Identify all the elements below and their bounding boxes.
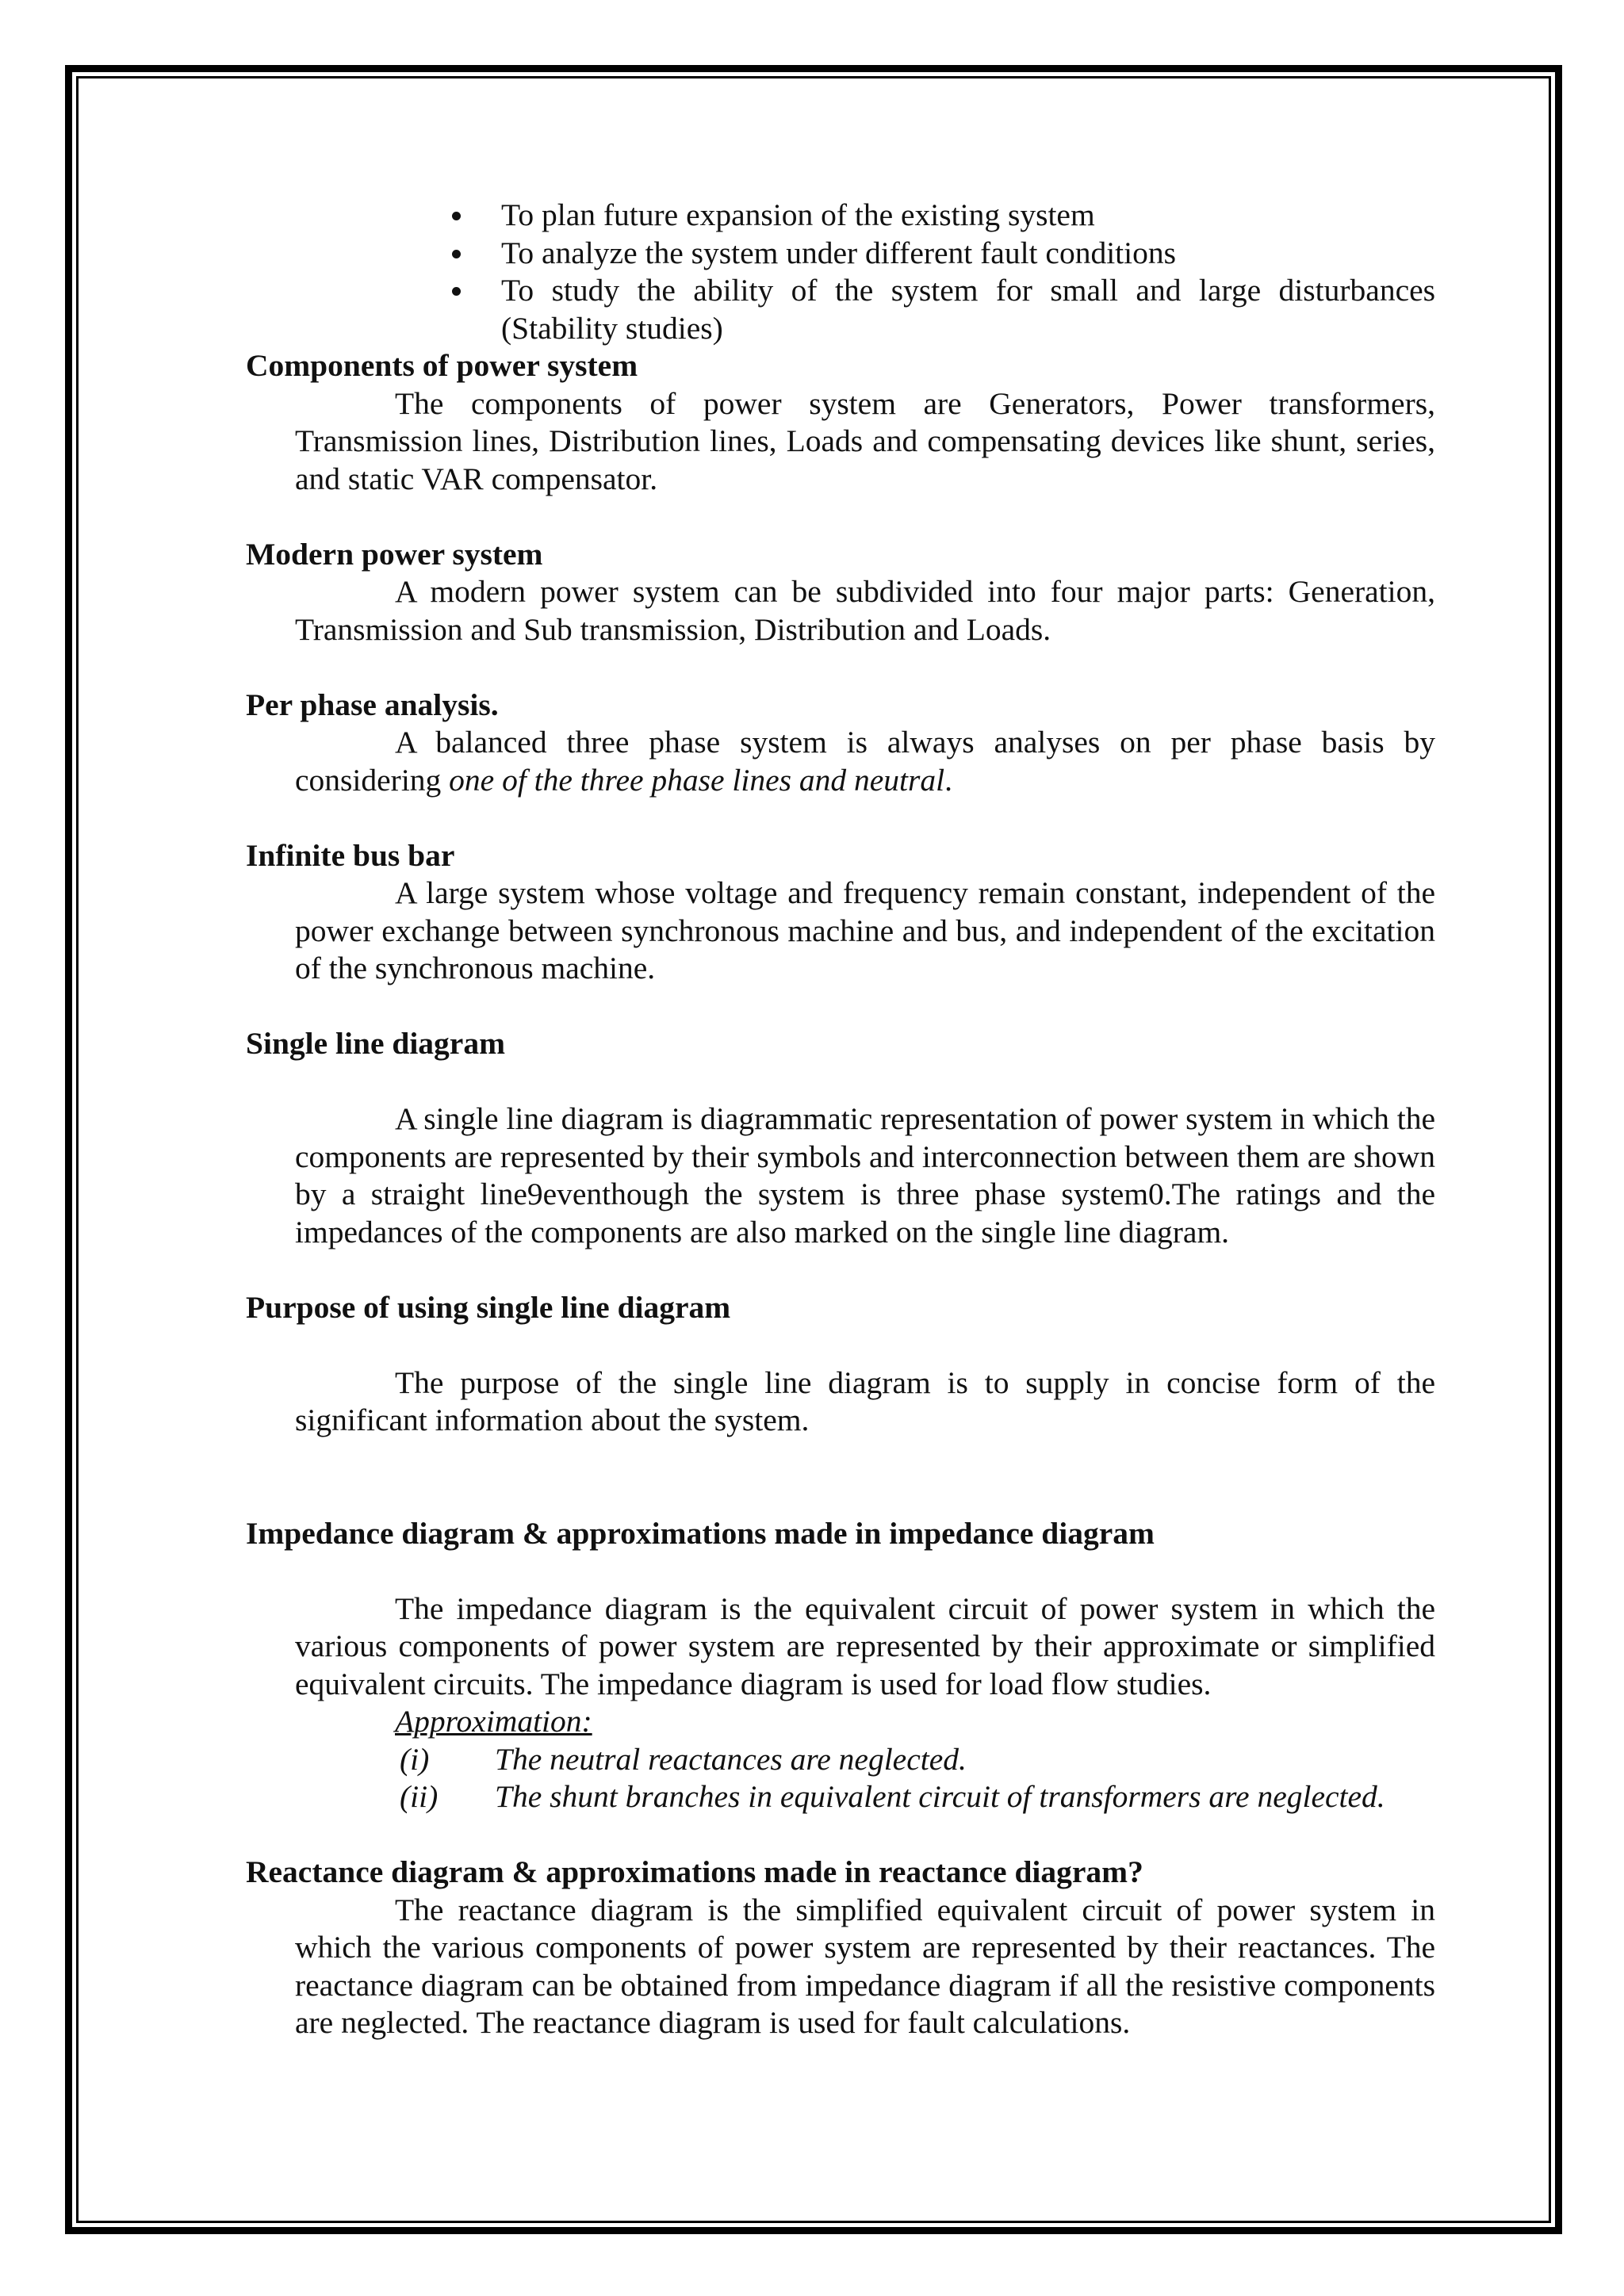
approximation-item: (i) The neutral reactances are neglected.	[395, 1741, 1435, 1779]
approximation-number: (i)	[400, 1741, 430, 1777]
heading-infinite-bus-bar: Infinite bus bar	[246, 837, 455, 873]
heading-purpose-single-line: Purpose of using single line diagram	[246, 1289, 731, 1325]
heading-single-line-diagram: Single line diagram	[246, 1026, 505, 1061]
approximation-number: (ii)	[400, 1779, 439, 1814]
paragraph-purpose-single-line: The purpose of the single line diagram is to supply in concise form of the significant information about the system.	[295, 1364, 1435, 1437]
bullet-list	[444, 197, 1435, 347]
spacer	[246, 1816, 1435, 1854]
approximation-item: (ii) The shunt branches in equivalent circuit of transformers are neglected.	[395, 1778, 1435, 1816]
spacer	[246, 1326, 1435, 1364]
paragraph-reactance-diagram: The reactance diagram is the simplified equivalent circuit of power system in which the various components of power system are represented by their reactances. The reactance diagram can be obtained from impedance diagram if all the resistive components are neglected. The reactance diagram is used for fault calculations.	[295, 1892, 1435, 2040]
spacer	[246, 1552, 1435, 1590]
spacer	[246, 988, 1435, 1026]
paragraph-modern-power-system: A modern power system can be subdivided into four major parts: Generation, Transmission and Sub transmission, Distribution and Loads.	[295, 574, 1435, 647]
spacer	[246, 1063, 1435, 1101]
approximation-title: Approximation:	[395, 1704, 592, 1739]
spacer	[246, 1251, 1435, 1289]
paragraph-per-phase-analysis: A balanced three phase system is always analyses on per phase basis by considering one of the three phase lines and neutral.	[295, 725, 1435, 798]
paragraph-infinite-bus-bar: A large system whose voltage and frequency remain constant, independent of the power exchange between synchronous machine and bus, and independent of the excitation of the synchronous machine.	[295, 875, 1435, 985]
spacer	[246, 498, 1435, 536]
heading-components: Components of power system	[246, 348, 638, 383]
list-item: To analyze the system under different fault conditions	[444, 235, 1435, 273]
bullet-icon	[452, 212, 461, 220]
bullet-icon	[452, 287, 461, 296]
heading-modern-power-system: Modern power system	[246, 536, 543, 572]
list-item: To study the ability of the system for small and large disturbances (Stability studies)	[444, 272, 1435, 347]
heading-per-phase-analysis: Per phase analysis.	[246, 687, 499, 722]
paragraph-components: The components of power system are Generators, Power transformers, Transmission lines, Distribution lines, Loads and compensating devices like shunt, series, and static VAR compensator.	[295, 385, 1435, 496]
spacer	[246, 1440, 1435, 1478]
spacer	[246, 649, 1435, 687]
heading-impedance-diagram: Impedance diagram & approximations made in impedance diagram	[246, 1515, 1155, 1551]
document-body	[246, 197, 1435, 2042]
paragraph-single-line-diagram: A single line diagram is diagrammatic representation of power system in which the components are represented by their symbols and interconnection between them are shown by a straight line9eventhough the system is three phase system0.The ratings and the impedances of the components are also marked on the single line diagram.	[295, 1101, 1435, 1249]
paragraph-impedance-diagram: The impedance diagram is the equivalent circuit of power system in which the various components of power system are represented by their approximate or simplified equivalent circuits. The impedance diagram is used for load flow studies.	[295, 1590, 1435, 1701]
spacer	[246, 799, 1435, 837]
emphasis-text: one of the three phase lines and neutral	[449, 762, 945, 798]
heading-reactance-diagram: Reactance diagram & approximations made in reactance diagram?	[246, 1854, 1143, 1889]
bullet-icon	[452, 250, 461, 258]
spacer	[246, 1477, 1435, 1515]
list-item: To plan future expansion of the existing system	[444, 197, 1435, 235]
